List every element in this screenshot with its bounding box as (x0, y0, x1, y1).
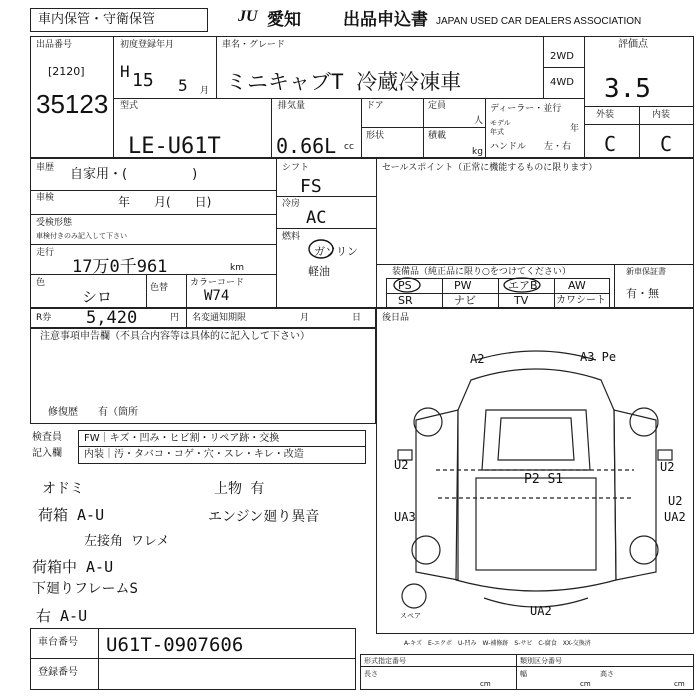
equip-ps-circle (392, 277, 422, 293)
record-label: 記入欄 (32, 448, 62, 459)
inspection-label: 車検 (36, 193, 55, 203)
width-unit: cm (580, 680, 591, 688)
mileage-label: 走行 (36, 248, 55, 258)
km-unit: km (230, 263, 244, 273)
warranty-label: 新車保証書 (626, 267, 666, 276)
org-name: 愛知 (267, 10, 301, 30)
exterior-label: 外装 (596, 110, 615, 120)
width-label: 幅 (520, 670, 527, 678)
ac-label: 冷房 (282, 199, 301, 209)
length-label: 長さ (364, 670, 378, 678)
shift-value: FS (300, 176, 322, 197)
height-label: 高さ (600, 670, 614, 678)
exterior-codes-row: FW｜キズ・凹み・ヒビ割・リペア跡・交換 (84, 433, 280, 444)
equip-aw: AW (568, 279, 586, 292)
ac-value: AC (306, 208, 327, 228)
chassis-label: 車台番号 (38, 637, 78, 648)
drive-4wd: 4WD (550, 77, 574, 88)
equip-airbag: エアB (508, 279, 538, 292)
fuel-diesel: 軽油 (308, 265, 330, 278)
drive-2wd: 2WD (550, 51, 574, 62)
handwritten-note-2: 上物 有 (214, 481, 265, 497)
exterior-grade: C (604, 132, 617, 156)
capacity-label: 定員 (428, 101, 447, 111)
acceptance-label: 受検形態 (36, 218, 73, 228)
door-label: ドア (366, 101, 384, 111)
year-value: 15 (132, 70, 154, 91)
storage-badge-label: 車内保管・守衛保管 (38, 12, 156, 27)
mark-a2-front: A2 (470, 352, 485, 366)
equip-ps: PS (398, 279, 412, 292)
association-name: JAPAN USED CAR DEALERS ASSOCIATION (436, 16, 642, 27)
mark-p2-s1: P2 S1 (524, 472, 564, 487)
mark-u2-left: U2 (394, 458, 409, 472)
fuel-label: 燃料 (282, 232, 301, 242)
lot-number: 35123 (36, 89, 109, 119)
spare-tire-label: スペア (400, 612, 421, 620)
color-change-label: 色替 (150, 283, 169, 293)
mark-ua3-left: UA3 (394, 510, 416, 524)
shape-label: 形状 (366, 131, 385, 141)
lot-number-label: 出品番号 (36, 40, 73, 50)
handle-value: 左・右 (544, 142, 572, 152)
score-label: 評価点 (618, 39, 648, 50)
equip-navi: ナビ (454, 294, 476, 307)
color-label: 色 (36, 278, 46, 288)
fuel-selected-circle (306, 238, 336, 260)
repair-history-label: 修復歴 有（箇所 (48, 407, 138, 418)
transfer-month: 月 (300, 313, 310, 323)
displacement-label: 排気量 (278, 101, 306, 111)
lot-number-small: [2120] (48, 65, 85, 78)
chassis-number: U61T-0907606 (106, 634, 244, 656)
equip-leather-seat: カワシート (556, 295, 606, 306)
form-title: 出品申込書 (343, 10, 428, 30)
handwritten-note-8: 右 A-U (36, 607, 88, 625)
person-unit: 人 (474, 116, 484, 126)
r-ticket-value: 5,420 (86, 308, 138, 328)
model-code-label: モデル (490, 119, 511, 127)
displacement-value: 0.66L (276, 134, 337, 158)
year-unit: 年 (570, 124, 580, 134)
height-unit: cm (674, 680, 685, 688)
score-value: 3.5 (604, 74, 651, 104)
later-items-label: 後日品 (382, 313, 410, 323)
equip-airbag-circle (502, 277, 542, 293)
fuel-gasoline: ガソリン (314, 245, 358, 258)
interior-label: 内装 (652, 110, 671, 120)
handwritten-note-1: オドミ (42, 481, 84, 497)
color-value: シロ (82, 288, 113, 306)
sales-point-label: セールスポイント（正常に機能するものに限ります） (382, 163, 598, 173)
length-unit: cm (480, 680, 491, 688)
history-label: 車歴 (36, 163, 55, 173)
shift-label: シフト (282, 163, 310, 173)
caution-label: 注意事項申告欄（不具合内容等は具体的に記入して下さい） (40, 331, 310, 342)
mark-ua2-rear: UA2 (530, 604, 552, 618)
load-label: 積載 (428, 131, 447, 141)
kg-unit: kg (472, 147, 483, 157)
interior-grade: C (660, 132, 673, 156)
month-unit: 月 (200, 86, 210, 96)
mark-a3-pe: A3 Pe (580, 350, 617, 364)
mileage-value: 17万0千961 (72, 257, 168, 277)
mark-u2-right-b: U2 (668, 494, 683, 508)
model-grade-label: 車名・グレード (222, 40, 286, 50)
warranty-value: 有・無 (626, 287, 659, 300)
equip-tv: TV (514, 294, 529, 307)
handle-label: ハンドル (490, 142, 527, 152)
registration-label: 登録番号 (38, 667, 78, 678)
color-code-value: W74 (204, 288, 230, 304)
equipment-label: 装備品（純正品に限り○をつけてください） (392, 267, 571, 277)
transfer-day: 日 (352, 313, 362, 323)
yen-unit: 円 (170, 313, 180, 323)
interior-codes-row: 内装｜汚・タバコ・コゲ・穴・スレ・キレ・改造 (84, 449, 304, 460)
equip-pw: PW (454, 279, 472, 292)
handwritten-note-7: 下廻りフレームS (32, 581, 138, 597)
handwritten-note-3: 荷箱 A-U (38, 506, 105, 524)
dealer-label: ディーラー・並行 (490, 104, 562, 114)
transfer-deadline-label: 名変通知期限 (192, 313, 247, 323)
color-code-label: カラーコード (190, 278, 245, 288)
year-label: 年式 (490, 128, 504, 136)
mark-u2-right-a: U2 (660, 460, 675, 474)
inspection-value: 年 月( 日) (118, 195, 212, 209)
r-ticket-label: R券 (36, 313, 52, 323)
ju-logo: JU (238, 8, 258, 25)
mark-ua2-right: UA2 (664, 510, 686, 524)
class-number-label: 類別区分番号 (520, 657, 562, 665)
damage-legend: A-キズ E-エクボ U-凹み W-補修跡 S-サビ C-腐食 XX-交換済 (404, 640, 591, 647)
handwritten-note-5: 左接角 ワレメ (84, 534, 170, 549)
handwritten-note-4: エンジン廻り異音 (208, 509, 320, 525)
equip-sr: SR (398, 294, 413, 307)
first-registration-label: 初度登録年月 (120, 40, 175, 50)
acceptance-note: 車検付きのみ記入して下さい (36, 232, 127, 240)
form-number-label: 形式指定番号 (364, 657, 406, 665)
type-label: 型式 (120, 101, 139, 111)
era-value: H (120, 62, 130, 81)
history-value: 自家用・( ) (70, 167, 198, 182)
handwritten-note-6: 荷箱中 A-U (32, 558, 114, 576)
type-value: LE-U61T (128, 134, 221, 159)
inspector-label: 検査員 (32, 432, 62, 443)
month-value: 5 (178, 76, 188, 95)
cc-unit: cc (344, 142, 354, 152)
model-grade-value: ミニキャブT 冷蔵冷凍車 (226, 70, 462, 94)
